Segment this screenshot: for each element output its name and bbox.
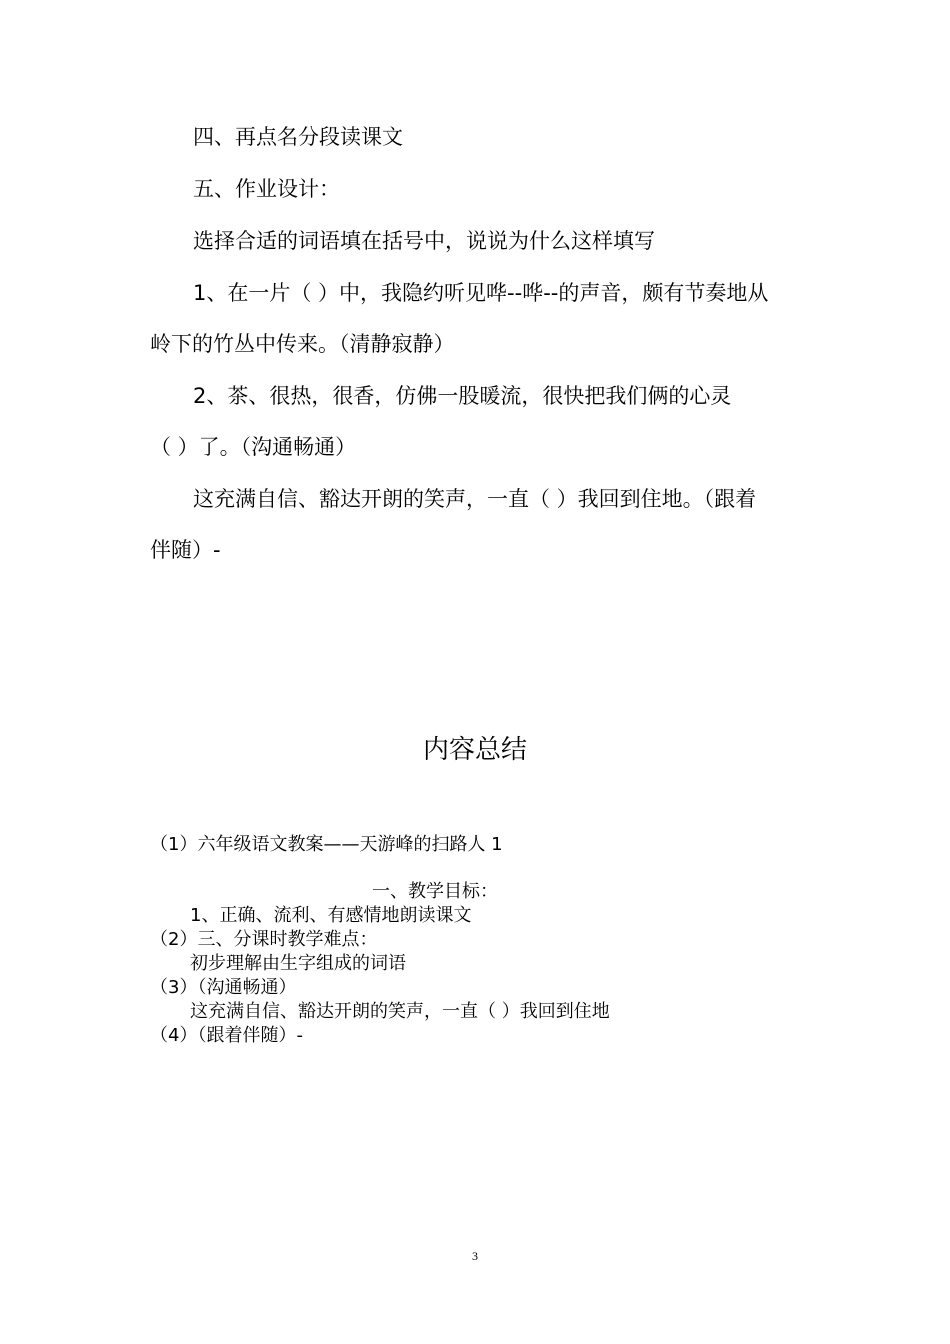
body-line-question-1: 1、在一片（ ）中，我隐约听见哗--哗--的声音，颇有节奏地从 bbox=[193, 281, 769, 305]
page-number: 3 bbox=[472, 1249, 478, 1263]
body-line-question-3-cont: 伴随）- bbox=[150, 538, 221, 562]
summary-line-4: （2）三、分课时教学难点： bbox=[150, 929, 378, 950]
body-line-question-3: 这充满自信、豁达开朗的笑声，一直（ ）我回到住地。（跟着 bbox=[193, 487, 757, 511]
summary-line-2: 一、教学目标： bbox=[372, 881, 498, 902]
body-line-instruction: 选择合适的词语填在括号中，说说为什么这样填写 bbox=[193, 229, 655, 253]
body-line-section-four: 四、再点名分段读课文 bbox=[193, 125, 403, 149]
summary-line-3: 1、正确、流利、有感情地朗读课文 bbox=[190, 905, 472, 926]
body-line-question-2-cont: （ ）了。（沟通畅通） bbox=[150, 435, 357, 459]
body-line-question-1-cont: 岭下的竹丛中传来。（清静寂静） bbox=[150, 332, 455, 356]
summary-line-6: （3）（沟通畅通） bbox=[150, 977, 297, 998]
summary-line-1: （1）六年级语文教案——天游峰的扫路人 1 bbox=[150, 834, 503, 855]
summary-title: 内容总结 bbox=[422, 735, 527, 765]
summary-line-8: （4）（跟着伴随）- bbox=[150, 1025, 303, 1046]
body-line-section-five: 五、作业设计： bbox=[193, 177, 340, 201]
summary-line-5: 初步理解由生字组成的词语 bbox=[190, 953, 406, 974]
summary-line-7: 这充满自信、豁达开朗的笑声，一直（ ）我回到住地 bbox=[190, 1001, 610, 1022]
body-line-question-2: 2、茶、很热，很香，仿佛一股暖流，很快把我们俩的心灵 bbox=[193, 384, 732, 408]
